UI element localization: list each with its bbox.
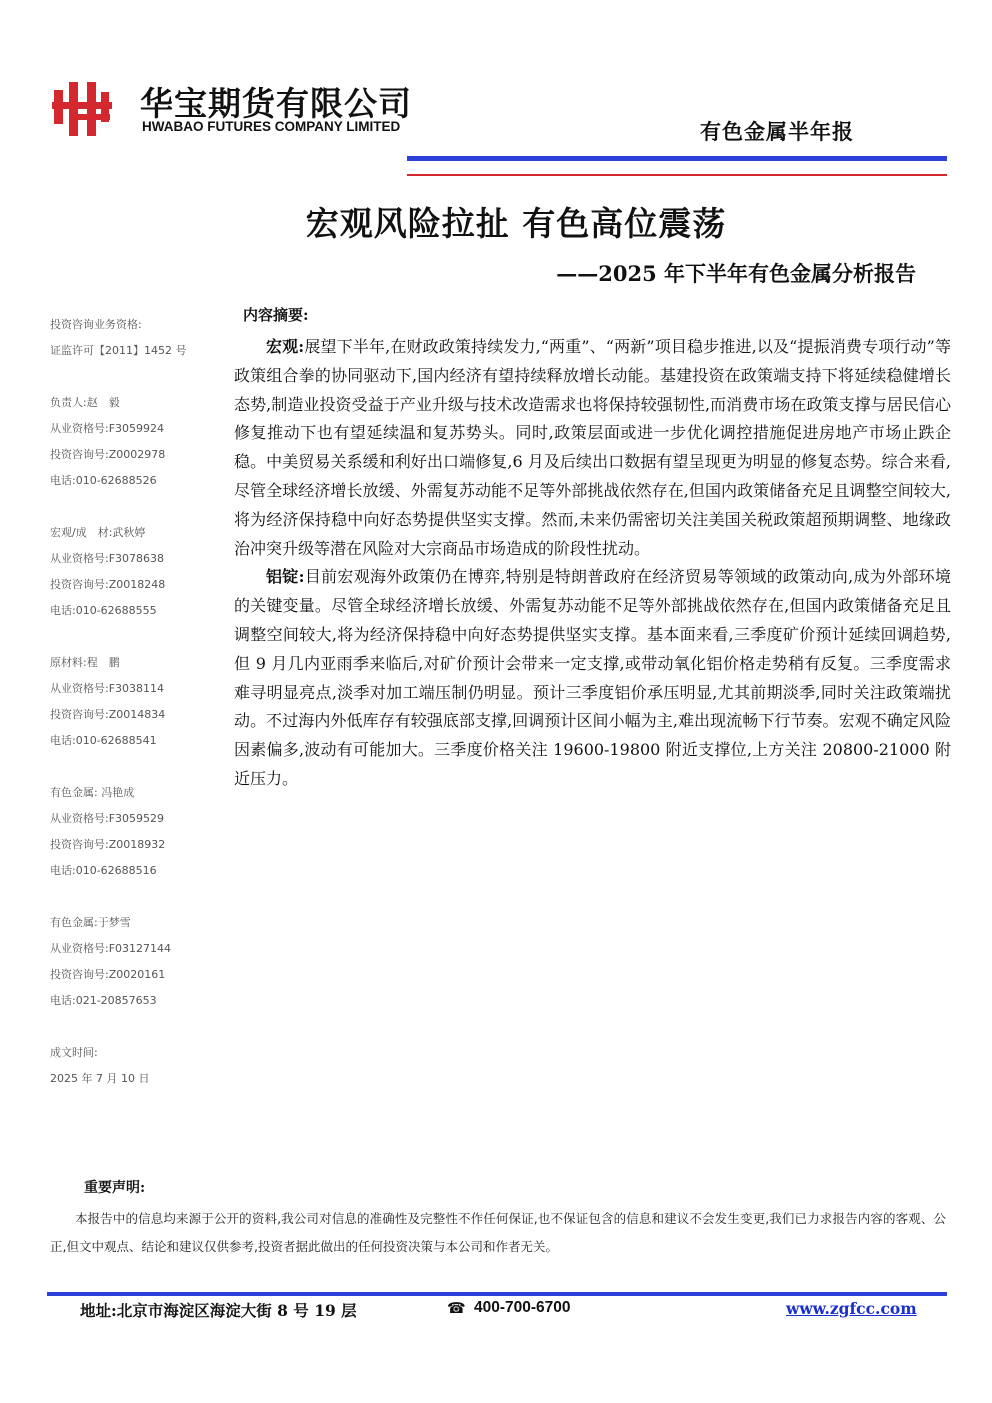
disclaimer-text: 本报告中的信息均来源于公开的资料,我公司对信息的准确性及完整性不作任何保证,也不保证包含的信息和建议不会发生变更,我们已力求报告内容的客观、公正,但文中观点、结论和建议仅供参考,投资者据此做出的任何投资决策与本公司和作者无关。	[50, 1211, 946, 1254]
company-name-en: HWABAO FUTURES COMPANY LIMITED	[142, 119, 401, 134]
sidebar-line: 成文时间:	[50, 1046, 98, 1059]
sidebar-group-analyst	[50, 520, 220, 624]
sidebar-group-license	[50, 312, 220, 364]
paragraph-text: 展望下半年,在财政政策持续发力,“两重”、“两新”项目稳步推进,以及“提振消费专项行动”等政策组合拳的协同驱动下,国内经济有望持续释放增长动能。基建投资在政策端支持下将延续稳健增长态势,制造业投资受益于产业升级与技术改造需求也将保持较强韧性,而消费市场在政策支撑与居民信心修复推动下也有望延续温和复苏势头。同时,政策层面或进一步优化调控措施促进房地产市场止跌企稳。中美贸易关系缓和利好出口端修复,6 月及后续出口数据有望呈现更为明显的修复态势。综合来看,尽管全球经济增长放缓、外需复苏动能不足等外部挑战依然存在,但国内政策储备充足且调整空间较大,将为经济保持稳中向好态势提供坚实支撑。然而,未来仍需密切关注美国关税政策超预期调整、地缘政治冲突升级等潜在风险对大宗商品市场造成的阶段性扰动。	[234, 337, 951, 558]
footer-website-link[interactable]: www.zgfcc.com	[786, 1299, 917, 1318]
sidebar-line: 投资咨询号:Z0002978	[50, 448, 166, 461]
abstract-paragraph-aluminum	[234, 563, 951, 793]
footer-rule	[47, 1292, 947, 1296]
report-subtitle: ——2025 年下半年有色金属分析报告	[556, 261, 916, 286]
report-title: 宏观风险拉扯 有色高位震荡	[305, 204, 727, 243]
report-type-label: 有色金属半年报	[700, 119, 854, 144]
sidebar-line: 有色金属:于梦雪	[50, 916, 131, 929]
sidebar-line: 2025 年 7 月 10 日	[50, 1072, 150, 1085]
sidebar-line: 从业资格号:F3059924	[50, 422, 165, 435]
abstract-heading: 内容摘要:	[243, 306, 309, 324]
paragraph-text: 目前宏观海外政策仍在博弈,特别是特朗普政府在经济贸易等领域的政策动向,成为外部环境的关键变量。尽管全球经济增长放缓、外需复苏动能不足等外部挑战依然存在,但国内政策储备充足且调整空间较大,将为经济保持稳中向好态势提供坚实支撑。基本面来看,三季度矿价预计延续回调趋势,但 9 月几内亚雨季来临后,对矿价预计会带来一定支撑,或带动氧化铝价格走势稍有反复。三季度需求难寻明显亮点,淡季对加工端压制仍明显。预计三季度铝价承压明显,尤其前期淡季,同时关注政策端扰动。不过海内外低库存有较强底部支撑,回调预计区间小幅为主,难出现流畅下行节奏。宏观不确定风险因素偏多,波动有可能加大。三季度价格关注 19600-19800 附近支撑位,上方关注 20800-21000 附近压力。	[234, 567, 951, 788]
sidebar-line: 电话:021-20857653	[50, 994, 157, 1007]
header-rule-blue	[407, 156, 947, 161]
sidebar-group-analyst	[50, 650, 220, 754]
sidebar-line: 电话:010-62688516	[50, 864, 157, 877]
sidebar-line: 宏观/成 材:武秋婷	[50, 526, 146, 539]
sidebar-line: 负责人:赵 毅	[50, 396, 120, 409]
sidebar-line: 投资咨询号:Z0018248	[50, 578, 166, 591]
sidebar-group-analyst	[50, 910, 220, 1014]
sidebar-line: 投资咨询号:Z0018932	[50, 838, 166, 851]
analyst-sidebar	[50, 312, 220, 1118]
footer-phone: 400-700-6700	[474, 1299, 571, 1316]
company-logo-icon	[52, 78, 112, 138]
company-name-cn: 华宝期货有限公司	[140, 84, 412, 123]
sidebar-group-date	[50, 1040, 220, 1092]
paragraph-lead: 宏观:	[266, 337, 305, 356]
telephone-icon: ☎	[447, 1299, 466, 1317]
sidebar-group-analyst	[50, 390, 220, 494]
footer-address: 地址:北京市海淀区海淀大街 8 号 19 层	[80, 1301, 357, 1320]
abstract-paragraph-macro	[234, 333, 951, 563]
header-rule-red	[407, 174, 947, 176]
sidebar-line: 原材料:程 鹏	[50, 656, 120, 669]
sidebar-line: 投资咨询号:Z0020161	[50, 968, 166, 981]
sidebar-line: 证监许可【2011】1452 号	[50, 344, 187, 357]
sidebar-line: 投资咨询号:Z0014834	[50, 708, 166, 721]
abstract-body	[234, 333, 951, 794]
sidebar-line: 从业资格号:F03127144	[50, 942, 172, 955]
sidebar-line: 从业资格号:F3078638	[50, 552, 165, 565]
sidebar-line: 投资咨询业务资格:	[50, 318, 142, 331]
sidebar-line: 有色金属: 冯艳成	[50, 786, 135, 799]
paragraph-lead: 铝锭:	[266, 567, 305, 587]
sidebar-line: 电话:010-62688555	[50, 604, 157, 617]
sidebar-line: 电话:010-62688541	[50, 734, 157, 747]
disclaimer-heading: 重要声明:	[84, 1180, 146, 1196]
sidebar-line: 从业资格号:F3038114	[50, 682, 165, 695]
sidebar-line: 电话:010-62688526	[50, 474, 157, 487]
sidebar-line: 从业资格号:F3059529	[50, 812, 165, 825]
sidebar-group-analyst	[50, 780, 220, 884]
